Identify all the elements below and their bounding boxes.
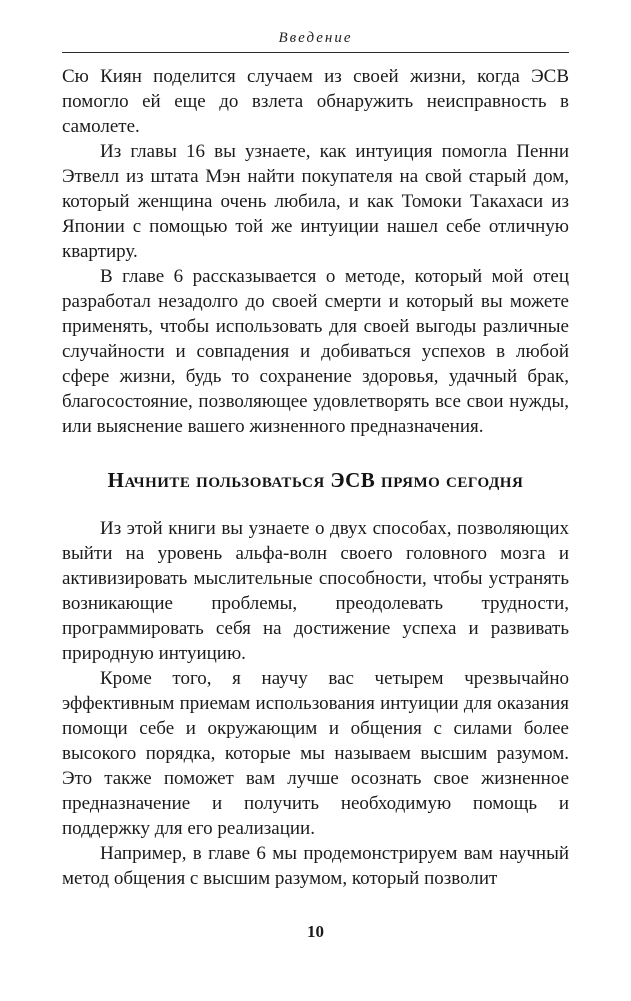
paragraph: Из этой книги вы узнаете о двух способах, позволяющих выйти на уровень альфа-волн своего головного мозга и активизировать мыслительные способности, чтобы устранять возникающие проблемы, преодолевать трудности, программировать себя на достижение успеха и развивать природную интуицию.: [62, 518, 569, 664]
paragraph: Сю Киян поделится случаем из своей жизни, когда ЭСВ помогло ей еще до взлета обнаружить неисправность в самолете.: [62, 66, 569, 137]
running-head: [62, 30, 569, 53]
paragraph: Например, в главе 6 мы продемонстрируем вам научный метод общения с высшим разумом, который позволит: [62, 843, 569, 889]
paragraph: Кроме того, я научу вас четырем чрезвычайно эффективным приемам использования интуиции для оказания помощи себе и окружающим и общения с силами более высокого порядка, которые мы называем высшим разумом. Это также поможет вам лучше осознать свое жизненное предназначение и получить необходимую помощь и поддержку для его реализации.: [62, 668, 569, 839]
page-number: 10: [307, 922, 324, 941]
page-body: [62, 64, 569, 891]
section-heading: Начните пользоваться ЭСВ прямо сегодня: [107, 468, 524, 492]
running-head-title: Введение: [278, 30, 353, 46]
paragraph: Из главы 16 вы узнаете, как интуиция помогла Пенни Этвелл из штата Мэн найти покупателя на свой старый дом, который женщина очень любила, и как Томоки Такахаси из Японии с помощью той же интуиции нашел себе отличную квартиру.: [62, 141, 569, 262]
running-head-rule: [62, 52, 569, 53]
paragraph: В главе 6 рассказывается о методе, который мой отец разработал незадолго до своей смерти и который вы можете применять, чтобы использовать для своей выгоды различные случайности и совпадения и добиваться успехов в любой сфере жизни, будь то сохранение здоровья, удачный брак, благосостояние, позволяющее удовлетворять все свои нужды, или выяснение вашего жизненного предназначения.: [62, 266, 569, 437]
